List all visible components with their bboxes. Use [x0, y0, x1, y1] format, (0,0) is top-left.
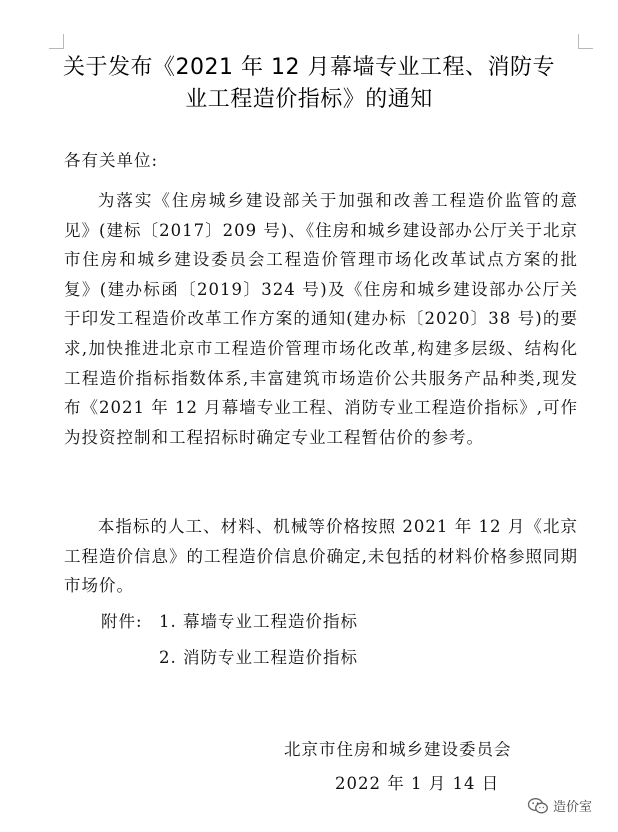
- signature-date: 2022 年 1 月 14 日: [335, 774, 500, 793]
- watermark: [527, 796, 592, 815]
- margin-corner-mark: [578, 34, 593, 49]
- attachments-label: 附件:: [101, 612, 143, 631]
- attachment-item: 1. 幕墙专业工程造价指标: [159, 612, 358, 631]
- margin-corner-mark: [49, 34, 64, 49]
- greeting: 各有关单位:: [64, 151, 159, 170]
- title-line: 关于发布《2021 年 12 月幕墙专业工程、消防专: [63, 55, 555, 80]
- body-paragraph: 为落实《住房城乡建设部关于加强和改善工程造价监管的意见》(建标〔2017〕209 号)、《住房和城乡建设部办公厅关于北京市住房和城乡建设委员会工程造价管理市场化改革试点方案的批复》(建办标函〔2019〕324 号)及《住房和城乡建设部办公厅关于印发工程造价改革工作方案的通知(建办标〔2020〕38 号)的要求,加快推进北京市工程造价管理市场化改革,构建多层级、结构化工程造价指标指数体系,丰富建筑市场造价公共服务产品种类,现发布《2021 年 12 月幕墙专业工程、消防专业工程造价指标》,可作为投资控制和工程招标时确定专业工程暂估价的参考。: [64, 191, 578, 447]
- title-line: 业工程造价指标》的通知: [185, 87, 433, 112]
- body-paragraph: 本指标的人工、材料、机械等价格按照 2021 年 12 月《北京工程造价信息》的工程造价信息价确定,未包括的材料价格参照同期市场价。: [64, 517, 578, 596]
- wechat-icon: [527, 797, 549, 815]
- document-title: [30, 52, 588, 116]
- watermark-text: 造价室: [553, 800, 593, 815]
- signature-organization: 北京市住房和城乡建设委员会: [284, 740, 512, 759]
- attachment-item: 2. 消防专业工程造价指标: [159, 648, 358, 667]
